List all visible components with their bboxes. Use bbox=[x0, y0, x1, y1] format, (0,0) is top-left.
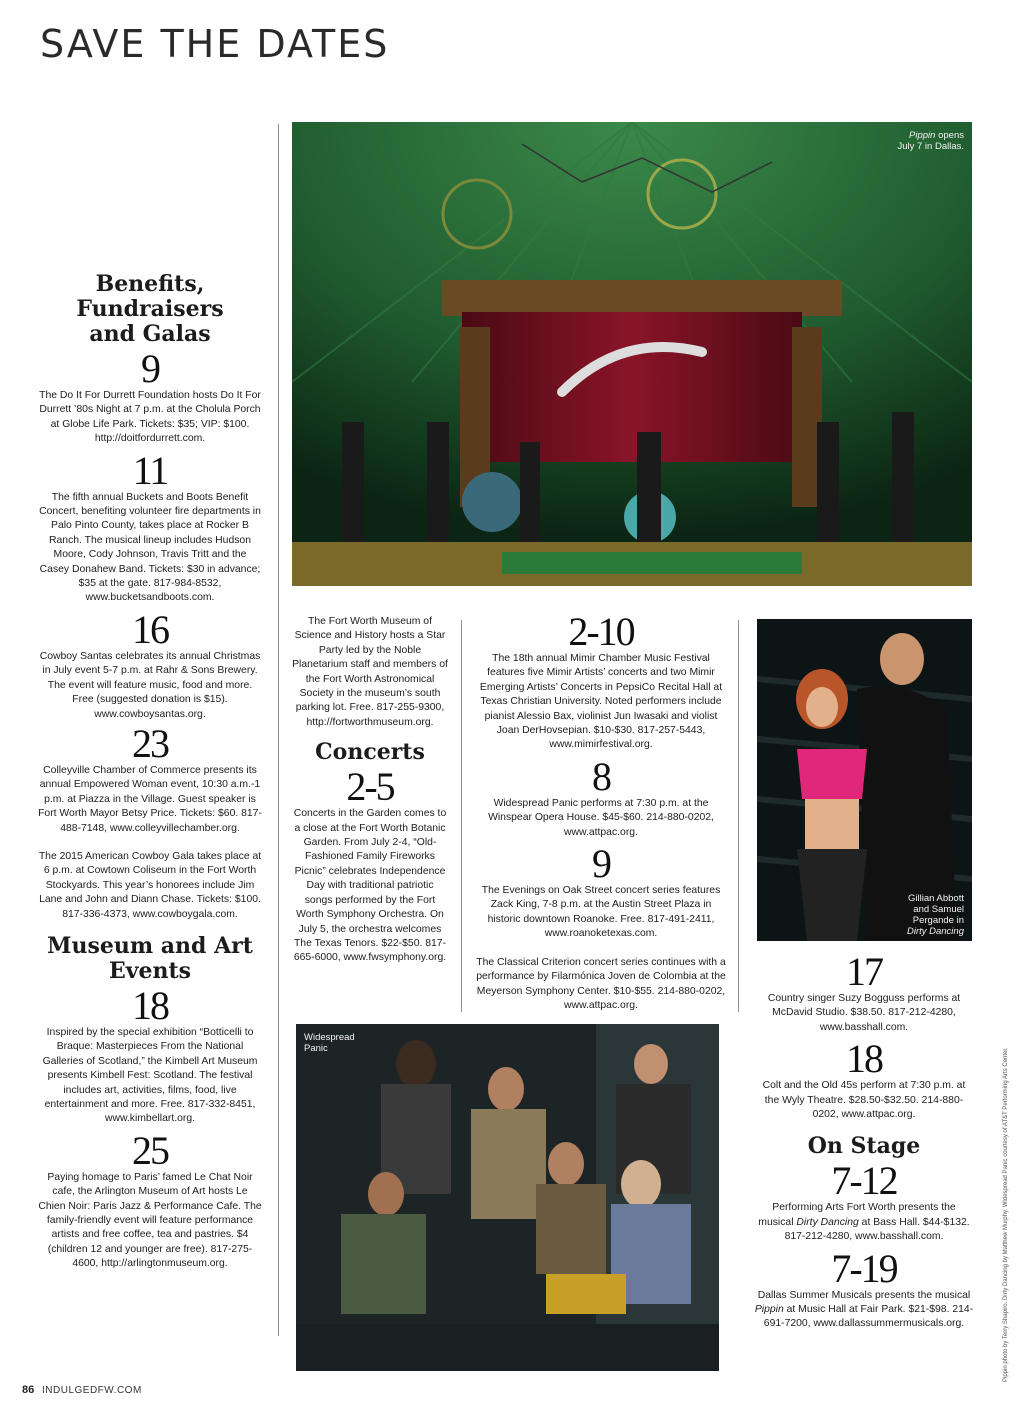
section-heading-on-stage: On Stage bbox=[807, 1133, 921, 1160]
show-title: Pippin bbox=[754, 1304, 784, 1316]
caption-text: Panic bbox=[304, 1043, 328, 1054]
section-heading-museum: Museum and Art Events bbox=[47, 932, 253, 984]
column-divider bbox=[461, 620, 462, 1012]
event-description: The fifth annual Buckets and Boots Benefit Concert, benefiting volunteer fire departments in Palo Pinto County, takes place at Rocker B Ranch. The musical lineup includes Hudson Moore, Cody Johnson, Travis Tritt and the Casey Donahew Band. Tickets: $30 in advance; $35 at the gate. 817-984-8532, www.bucketsandboots.com. bbox=[39, 491, 261, 604]
pippin-photo bbox=[292, 122, 972, 586]
event-day: 23 bbox=[132, 720, 168, 766]
column-divider bbox=[738, 620, 739, 1012]
concerts-column bbox=[292, 615, 448, 966]
music-column bbox=[476, 609, 726, 1013]
event-day: 18 bbox=[846, 1036, 882, 1082]
event-description: Colt and the Old 45s perform at 7:30 p.m. at the Wyly Theatre. $28.50-$32.50. 214-880-0202, www.attpac.org. bbox=[762, 1080, 966, 1121]
event-day: 2-10 bbox=[568, 609, 634, 654]
event-day: 25 bbox=[132, 1127, 168, 1173]
event-day: 18 bbox=[132, 982, 168, 1028]
event-description: Colleyville Chamber of Commerce presents its annual Empowered Woman event, 10:30 a.m.-1 p.m. at Piazza in the Village. Guest speaker is Fort Worth Mayor Betsy Price. Tickets: $60. 817-488-7148, www.colleyvillechamber.org. bbox=[38, 764, 262, 834]
stage-column bbox=[754, 949, 974, 1332]
event-description: Concerts in the Garden comes to a close at the Fort Worth Botanic Garden. From July 2-4, “Old-Fashioned Family Fireworks Picnic” celebrates Independence Day with traditional patriotic songs performed by the Fort Worth Symphony Orchestra. On July 5, the orchestra welcomes The Texas Tenors. $22-$50. 817-665-6000, www.fwsymphony.org. bbox=[293, 808, 447, 964]
page-title: SAVE THE DATES bbox=[40, 22, 390, 66]
widespread-panic-photo bbox=[296, 1024, 719, 1371]
column-divider bbox=[278, 124, 279, 1336]
event-day: 9 bbox=[141, 346, 159, 391]
caption-text: opens bbox=[935, 130, 964, 141]
event-description: The Evenings on Oak Street concert series features Zack King, 7-8 p.m. at the Austin Street Plaza in historic downtown Roanoke. Free. 817-491-2411, www.roanoketexas.com. bbox=[481, 885, 721, 940]
event-day: 17 bbox=[846, 949, 882, 994]
event-day: 9 bbox=[592, 841, 610, 887]
event-description: Cowboy Santas celebrates its annual Christmas in July event 5-7 p.m. at Rahr & Sons Brewery. The event will feature music, food and more. Free (suggested donation is $15). www.cowboysantas.org. bbox=[39, 650, 261, 720]
event-day: 11 bbox=[132, 447, 168, 493]
caption-text: and Samuel bbox=[913, 904, 964, 915]
event-description: The 18th annual Mimir Chamber Music Festival features five Mimir Artists’ concerts and two Mimir Emerging Artists’ Concerts in PepsiCo Recital Hall at Texas Christian University. Noted performers include pianist Alessio Bax, violinist Jun Iwasaki and violist Joan DerHovsepian. $10-$30. 817-257-5443, www.mimirfestival.org. bbox=[479, 653, 723, 751]
footer-site-link[interactable]: INDULGEDFW.COM bbox=[42, 1385, 142, 1396]
band-image bbox=[296, 1024, 719, 1371]
dirty-dancing-photo bbox=[757, 619, 972, 941]
caption-text: Widespread bbox=[304, 1032, 355, 1043]
event-text: at Music Hall at Fair Park. $21-$98. 214-691-7200, www.dallassummermusicals.org. bbox=[763, 1304, 974, 1330]
event-description: Paying homage to Paris’ famed Le Chat Noir cafe, the Arlington Museum of Art hosts Le Chien Noir: Paris Jazz & Performance Cafe. The family-friendly event will feature performance artists and free coffee, tea and pastries. $4 (children 12 and younger are free). 817-275-4600, http://arlingtonmuseum.org. bbox=[38, 1171, 262, 1270]
caption-text: Pergande in bbox=[912, 915, 964, 926]
section-heading-benefits: Benefits, Fundraisers and Galas bbox=[76, 271, 224, 347]
widespread-panic-caption bbox=[304, 1032, 355, 1054]
caption-text: Gillian Abbott bbox=[908, 893, 964, 904]
event-text: Dallas Summer Musicals presents the musical bbox=[757, 1289, 971, 1301]
event-text: at Bass Hall. $44-$132. 817-212-4280, www.basshall.com. bbox=[784, 1216, 970, 1243]
pippin-caption bbox=[897, 130, 964, 152]
photo-credit: Pippin photo by Terry Shapiro. Dirty Dancing by Matthew Murphy. Widespread Panic courtesy of AT&T Performing Arts Center. bbox=[1003, 1047, 1009, 1382]
event-day: 7-19 bbox=[831, 1245, 897, 1291]
event-description: Inspired by the special exhibition “Botticelli to Braque: Masterpieces From the National Galleries of Scotland,” the Kimbell Art Museum presents Kimbell Fest: Scotland. The festival includes art, activities, films, food, live entertainment and more. Free. 817-332-8451, www.kimbellart.org. bbox=[42, 1026, 258, 1125]
event-text: Performing Arts Fort Worth presents the musical bbox=[758, 1202, 956, 1228]
pippin-stage-image bbox=[292, 122, 972, 586]
event-day: 8 bbox=[592, 753, 610, 799]
event-day: 16 bbox=[132, 606, 168, 652]
event-day: 7-12 bbox=[831, 1158, 897, 1204]
caption-text: July 7 in Dallas. bbox=[897, 141, 964, 152]
event-description: The Fort Worth Museum of Science and History hosts a Star Party led by the Noble Planetarium staff and members of the Fort Worth Astronomical Society in the museum’s south parking lot. Free. 817-255-9300, http://fortworthmuseum.org. bbox=[292, 616, 448, 728]
caption-title: Dirty Dancing bbox=[906, 926, 964, 937]
page-number: 86 bbox=[22, 1384, 35, 1396]
event-description: Widespread Panic performs at 7:30 p.m. at the Winspear Opera House. $45-$60. 214-880-0202, www.attpac.org. bbox=[488, 797, 714, 838]
event-description: The 2015 American Cowboy Gala takes place at 6 p.m. at Cowtown Coliseum in the Fort Worth Stockyards. This year’s honorees include Jim Lane and John and Diann Chase. Tickets: $100. 817-336-4373, www.cowboygala.com. bbox=[38, 850, 262, 920]
section-heading-concerts: Concerts bbox=[315, 739, 425, 766]
event-description bbox=[754, 1201, 974, 1244]
event-day: 2-5 bbox=[346, 764, 394, 810]
show-title: Dirty Dancing bbox=[796, 1216, 859, 1228]
event-description: The Classical Criterion concert series continues with a performance by Filarmónica Joven de Colombia at the Meyerson Symphony Center. $10-$55. 214-880-0202, www.attpac.org. bbox=[476, 956, 726, 1011]
dirty-dancing-caption bbox=[907, 893, 964, 937]
event-description: The Do It For Durrett Foundation hosts Do It For Durrett ’80s Night at 7 p.m. at the Cholula Porch at Globe Life Park. Tickets: $35; VIP: $100. http://doitfordurrett.com. bbox=[39, 390, 261, 445]
benefits-column bbox=[38, 272, 262, 1272]
caption-title: Pippin bbox=[909, 130, 936, 141]
event-description bbox=[754, 1289, 974, 1332]
event-description: Country singer Suzy Bogguss performs at McDavid Studio. $38.50. 817-212-4280, www.basshall.com. bbox=[767, 993, 961, 1033]
